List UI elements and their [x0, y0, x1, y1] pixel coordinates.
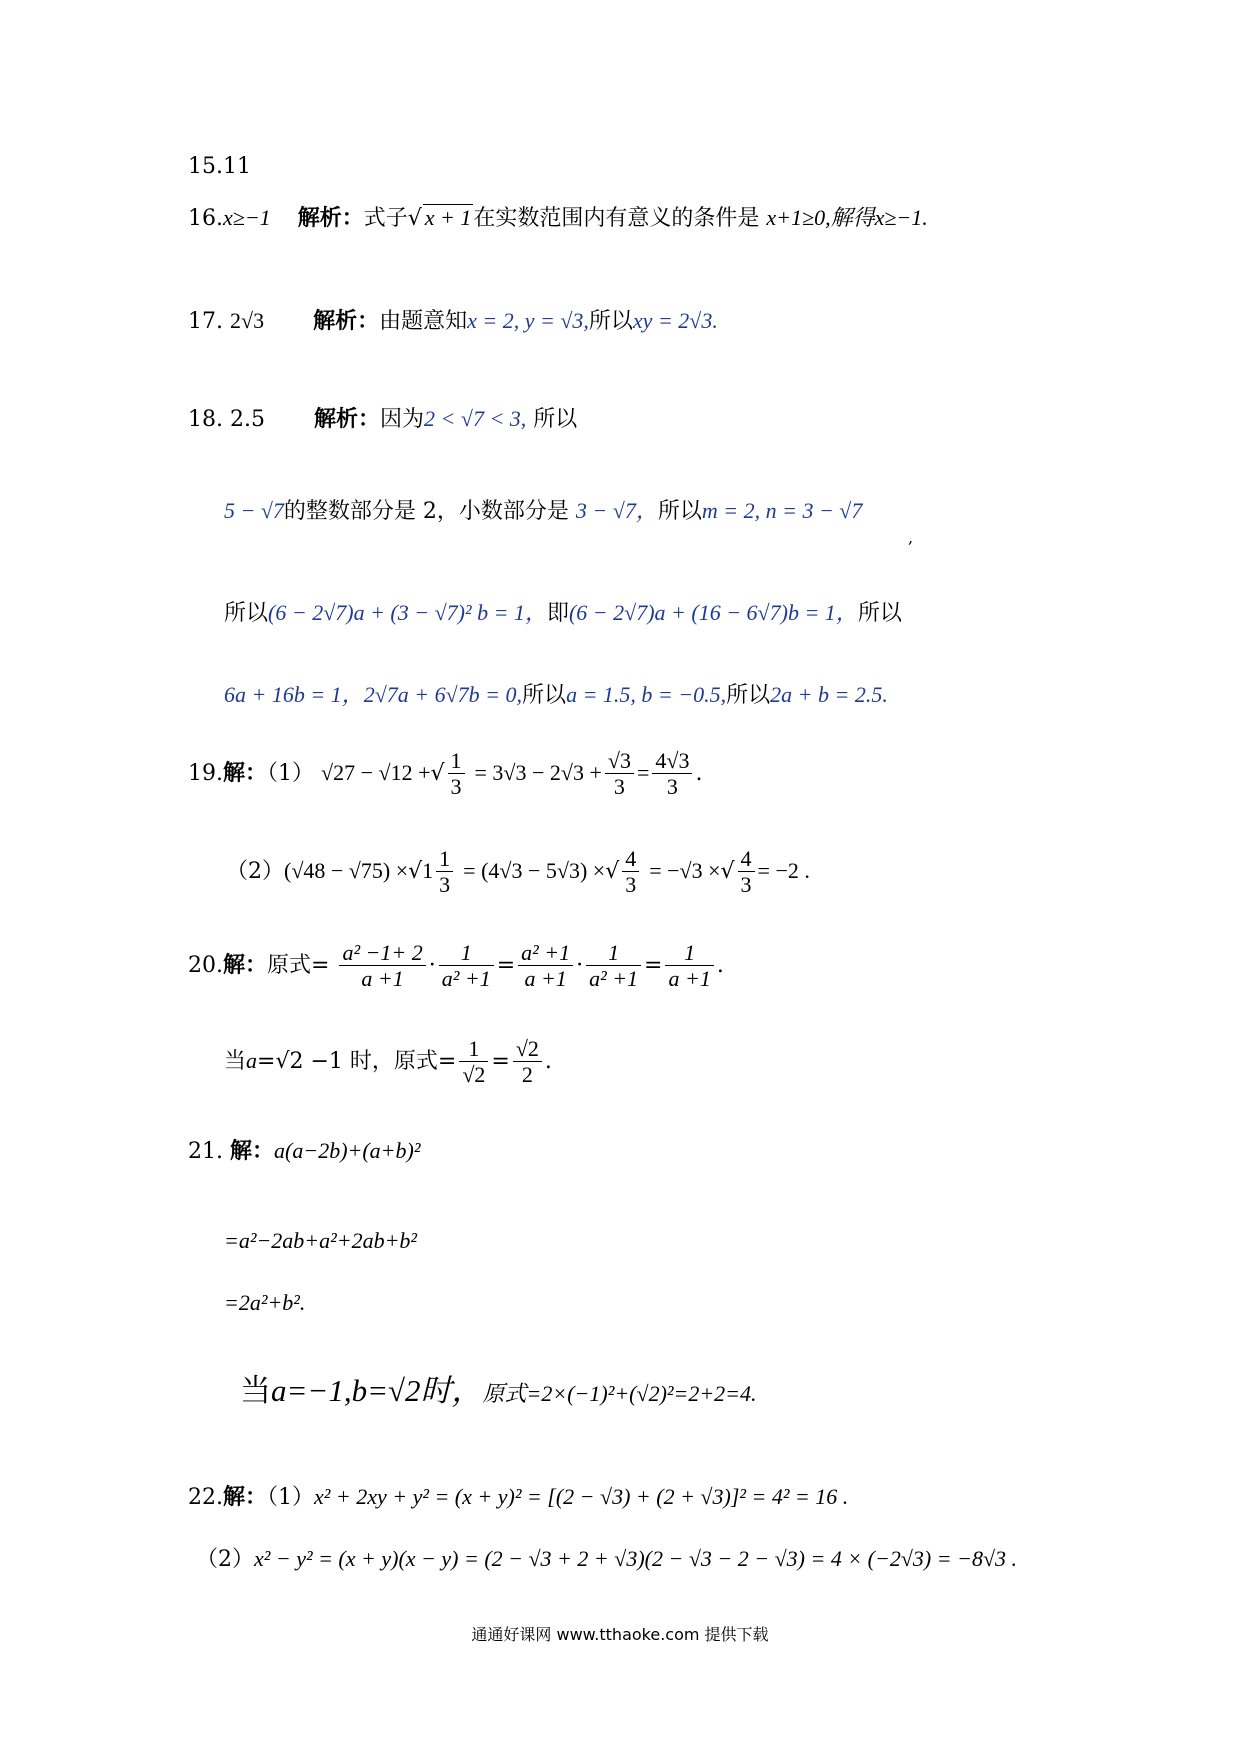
q18-line4-c: a = 1.5, b = −0.5,: [566, 682, 727, 707]
fraction-q20-5: $\frac{1}{a +1}$: [665, 940, 713, 992]
equals-sign: =: [644, 952, 663, 978]
q18-line1-b: 2 < √7 < 3,: [424, 406, 527, 431]
q18-line4-d: 所以: [726, 683, 771, 708]
q18-line3: [224, 600, 902, 627]
q21-number: 21.: [188, 1139, 223, 1164]
q21-line3: [224, 1290, 305, 1317]
q17-answer: 2√3: [230, 308, 265, 333]
fraction-1-3: $\frac{1}{3}$: [448, 748, 465, 800]
q18-line4: [224, 682, 888, 709]
q16-text-c: x+1≥0,解得: [766, 205, 875, 230]
q21-line4-a: 当: [240, 1373, 271, 1409]
q18-line2-a: 5 − √7: [224, 498, 284, 523]
q22-part1: （1）: [267, 1485, 315, 1510]
fraction-4sqrt3-3: $\frac{4√3}{3}$: [652, 748, 692, 800]
q20-label: 解：: [223, 951, 268, 978]
q21-line1: [188, 1138, 420, 1165]
q19-p2-expr-a: (√48 − √75) ×: [284, 857, 409, 883]
q18-line3-e: 所以: [857, 601, 902, 626]
q16-text-b: 在实数范围内有意义的条件是: [473, 206, 760, 231]
q19-number: 19.: [188, 760, 223, 786]
q22-line2: [196, 1546, 1017, 1573]
q22-number: 22.: [188, 1485, 223, 1510]
q19-p1-expr-c: =: [636, 759, 650, 785]
q19-p1-expr-b: = 3√3 − 2√3 +: [474, 759, 602, 785]
q20-line2-a: 当: [224, 1048, 247, 1074]
q18-line1-c: 所以: [533, 407, 578, 432]
q17-number: 17.: [188, 309, 223, 334]
q16-label: 解析：: [297, 205, 364, 231]
q19-p2-expr-c: = −√3 ×: [649, 857, 721, 883]
q18-line2-e: m = 2, n = 3 − √7: [701, 498, 863, 523]
period: .: [544, 1048, 552, 1074]
q18-line3-a: 所以: [224, 601, 269, 626]
equals-sign: =: [496, 952, 516, 978]
q20-line2-b: a: [246, 1047, 258, 1073]
q21-expr1: a(a−2b)+(a+b)²: [274, 1138, 421, 1163]
q19-line2: [226, 846, 810, 898]
fraction-sqrt2-2: $\frac{√2}{2}$: [513, 1036, 542, 1088]
q18-line3-c: 即: [546, 601, 569, 626]
q20-line1: 20.解：原式= $\frac{\text{a² −1+ 2}}{a +1}$ · $\frac{1}{\text{a² +1}}$ = $\frac{\text{a² +1}}{a +1}$ · $\frac{1}{\text{a² +1}}$ = $\frac{1}{a +1}$ .: [188, 940, 724, 992]
q18-line2: [224, 498, 862, 525]
q16-answer: x≥−1: [223, 205, 271, 230]
q19-line1: [188, 748, 702, 800]
sqrt-icon: √: [408, 858, 423, 884]
q19-p2-expr-b: = (4√3 − 5√3) ×: [463, 857, 606, 883]
q19-p1-expr-a: √27 − √12 +: [321, 759, 431, 785]
page-footer: 通通好课网 www.tthaoke.com 提供下载: [471, 1625, 769, 1644]
q16-radicand: x + 1: [424, 205, 472, 230]
q21-expr3: =2a²+b².: [224, 1290, 306, 1315]
q19-part2: （2）: [226, 858, 284, 884]
q15-answer: 11: [223, 154, 251, 179]
q18-line2-d: 所以: [657, 499, 702, 524]
q21-line4: [240, 1372, 757, 1410]
q19-p2-expr-d: = −2 .: [757, 857, 810, 883]
fraction-q20-1: $\frac{\text{a² −1+ 2}}{a +1}$: [339, 940, 425, 992]
q18-line4-a: 6a + 16b = 1，2√7a + 6√7b = 0,: [224, 682, 523, 707]
q18-line4-b: 所以: [522, 683, 567, 708]
q16-line: [188, 204, 928, 232]
equals-sign: =: [491, 1048, 510, 1074]
q18-line3-d: (6 − 2√7)a + (16 − 6√7)b = 1，: [568, 600, 858, 625]
fraction-1-3: $\frac{1}{3}$: [436, 846, 453, 898]
fraction-sqrt3-3: $\frac{√3}{3}$: [605, 748, 634, 800]
q18-line1: [188, 406, 577, 433]
q22-label: 解：: [223, 1484, 268, 1510]
q21-label: 解：: [230, 1138, 275, 1164]
fraction-4-3: $\frac{4}{3}$: [622, 846, 639, 898]
fraction-q20-4: $\frac{1}{\text{a² +1}}$: [586, 940, 641, 992]
fraction-1-sqrt2: $\frac{1}{√2}$: [459, 1036, 488, 1088]
q18-line2-f: ,: [908, 528, 914, 547]
fraction-4-3: $\frac{4}{3}$: [738, 846, 755, 898]
q22-p1: x² + 2xy + y² = (x + y)² = [(2 − √3) + (2 + √3)]² = 4² = 16 .: [314, 1484, 849, 1509]
q22-line1: [188, 1484, 848, 1511]
q20-number: 20.: [188, 952, 223, 978]
q19-part1: （1）: [267, 760, 315, 786]
q16-text-a: 式子: [363, 206, 408, 231]
q22-p2: x² − y² = (x + y)(x − y) = (2 − √3 + 2 + √3)(2 − √3 − 2 − √3) = 4 × (−2√3) = −8√3 .: [254, 1546, 1018, 1571]
q18-line2-b: 的整数部分是 2，小数部分是: [283, 499, 569, 524]
q18-answer: 2.5: [230, 407, 265, 432]
q17-text-d: xy = 2√3.: [632, 308, 718, 333]
q17-text-b: x = 2, y = √3,: [467, 308, 589, 333]
sqrt-icon: √: [407, 206, 422, 231]
q21-line2: [224, 1228, 417, 1255]
q21-expr2: =a²−2ab+a²+2ab+b²: [224, 1228, 418, 1253]
fraction-q20-2: $\frac{1}{\text{a² +1}}$: [439, 940, 494, 992]
q18-number: 18.: [188, 407, 223, 432]
q20-line2: [224, 1036, 552, 1088]
sqrt-icon: √: [430, 760, 445, 786]
period: .: [716, 952, 724, 978]
q18-line1-a: 因为: [380, 407, 425, 432]
q18-line2-c: 3 − √7，: [575, 498, 658, 523]
sqrt-icon: √: [605, 858, 620, 884]
q19-p1-end: .: [695, 760, 703, 786]
q15-number: 15.: [188, 154, 223, 179]
q18-line3-b: (6 − 2√7)a + (3 − √7)² b = 1，: [268, 600, 547, 625]
q17-text-c: 所以: [588, 309, 633, 334]
q20-text-a: 原式=: [267, 952, 330, 978]
q18-line2-comma: [908, 528, 913, 547]
q21-line4-b: a=−1,b=√2时，: [271, 1373, 483, 1408]
sqrt-icon: √: [720, 858, 735, 884]
q15-line: [188, 154, 251, 180]
q20-line2-c: =√2 −1 时，原式=: [257, 1048, 457, 1074]
q16-number: 16.: [188, 206, 223, 231]
q18-line4-e: 2a + b = 2.5.: [770, 682, 888, 707]
fraction-q20-3: $\frac{\text{a² +1}}{a +1}$: [518, 940, 573, 992]
q21-line4-c: 原式=2×(−1)²+(√2)²=2+2=4.: [482, 1381, 757, 1406]
q19-label: 解：: [223, 759, 268, 786]
q17-label: 解析：: [313, 308, 380, 334]
q16-text-d: x≥−1.: [874, 205, 928, 230]
q22-part2: （2）: [196, 1547, 254, 1572]
q17-line: [188, 308, 718, 335]
mixed-whole: 1: [422, 857, 434, 883]
q17-text-a: 由题意知: [379, 309, 468, 334]
q18-label: 解析：: [314, 406, 381, 432]
